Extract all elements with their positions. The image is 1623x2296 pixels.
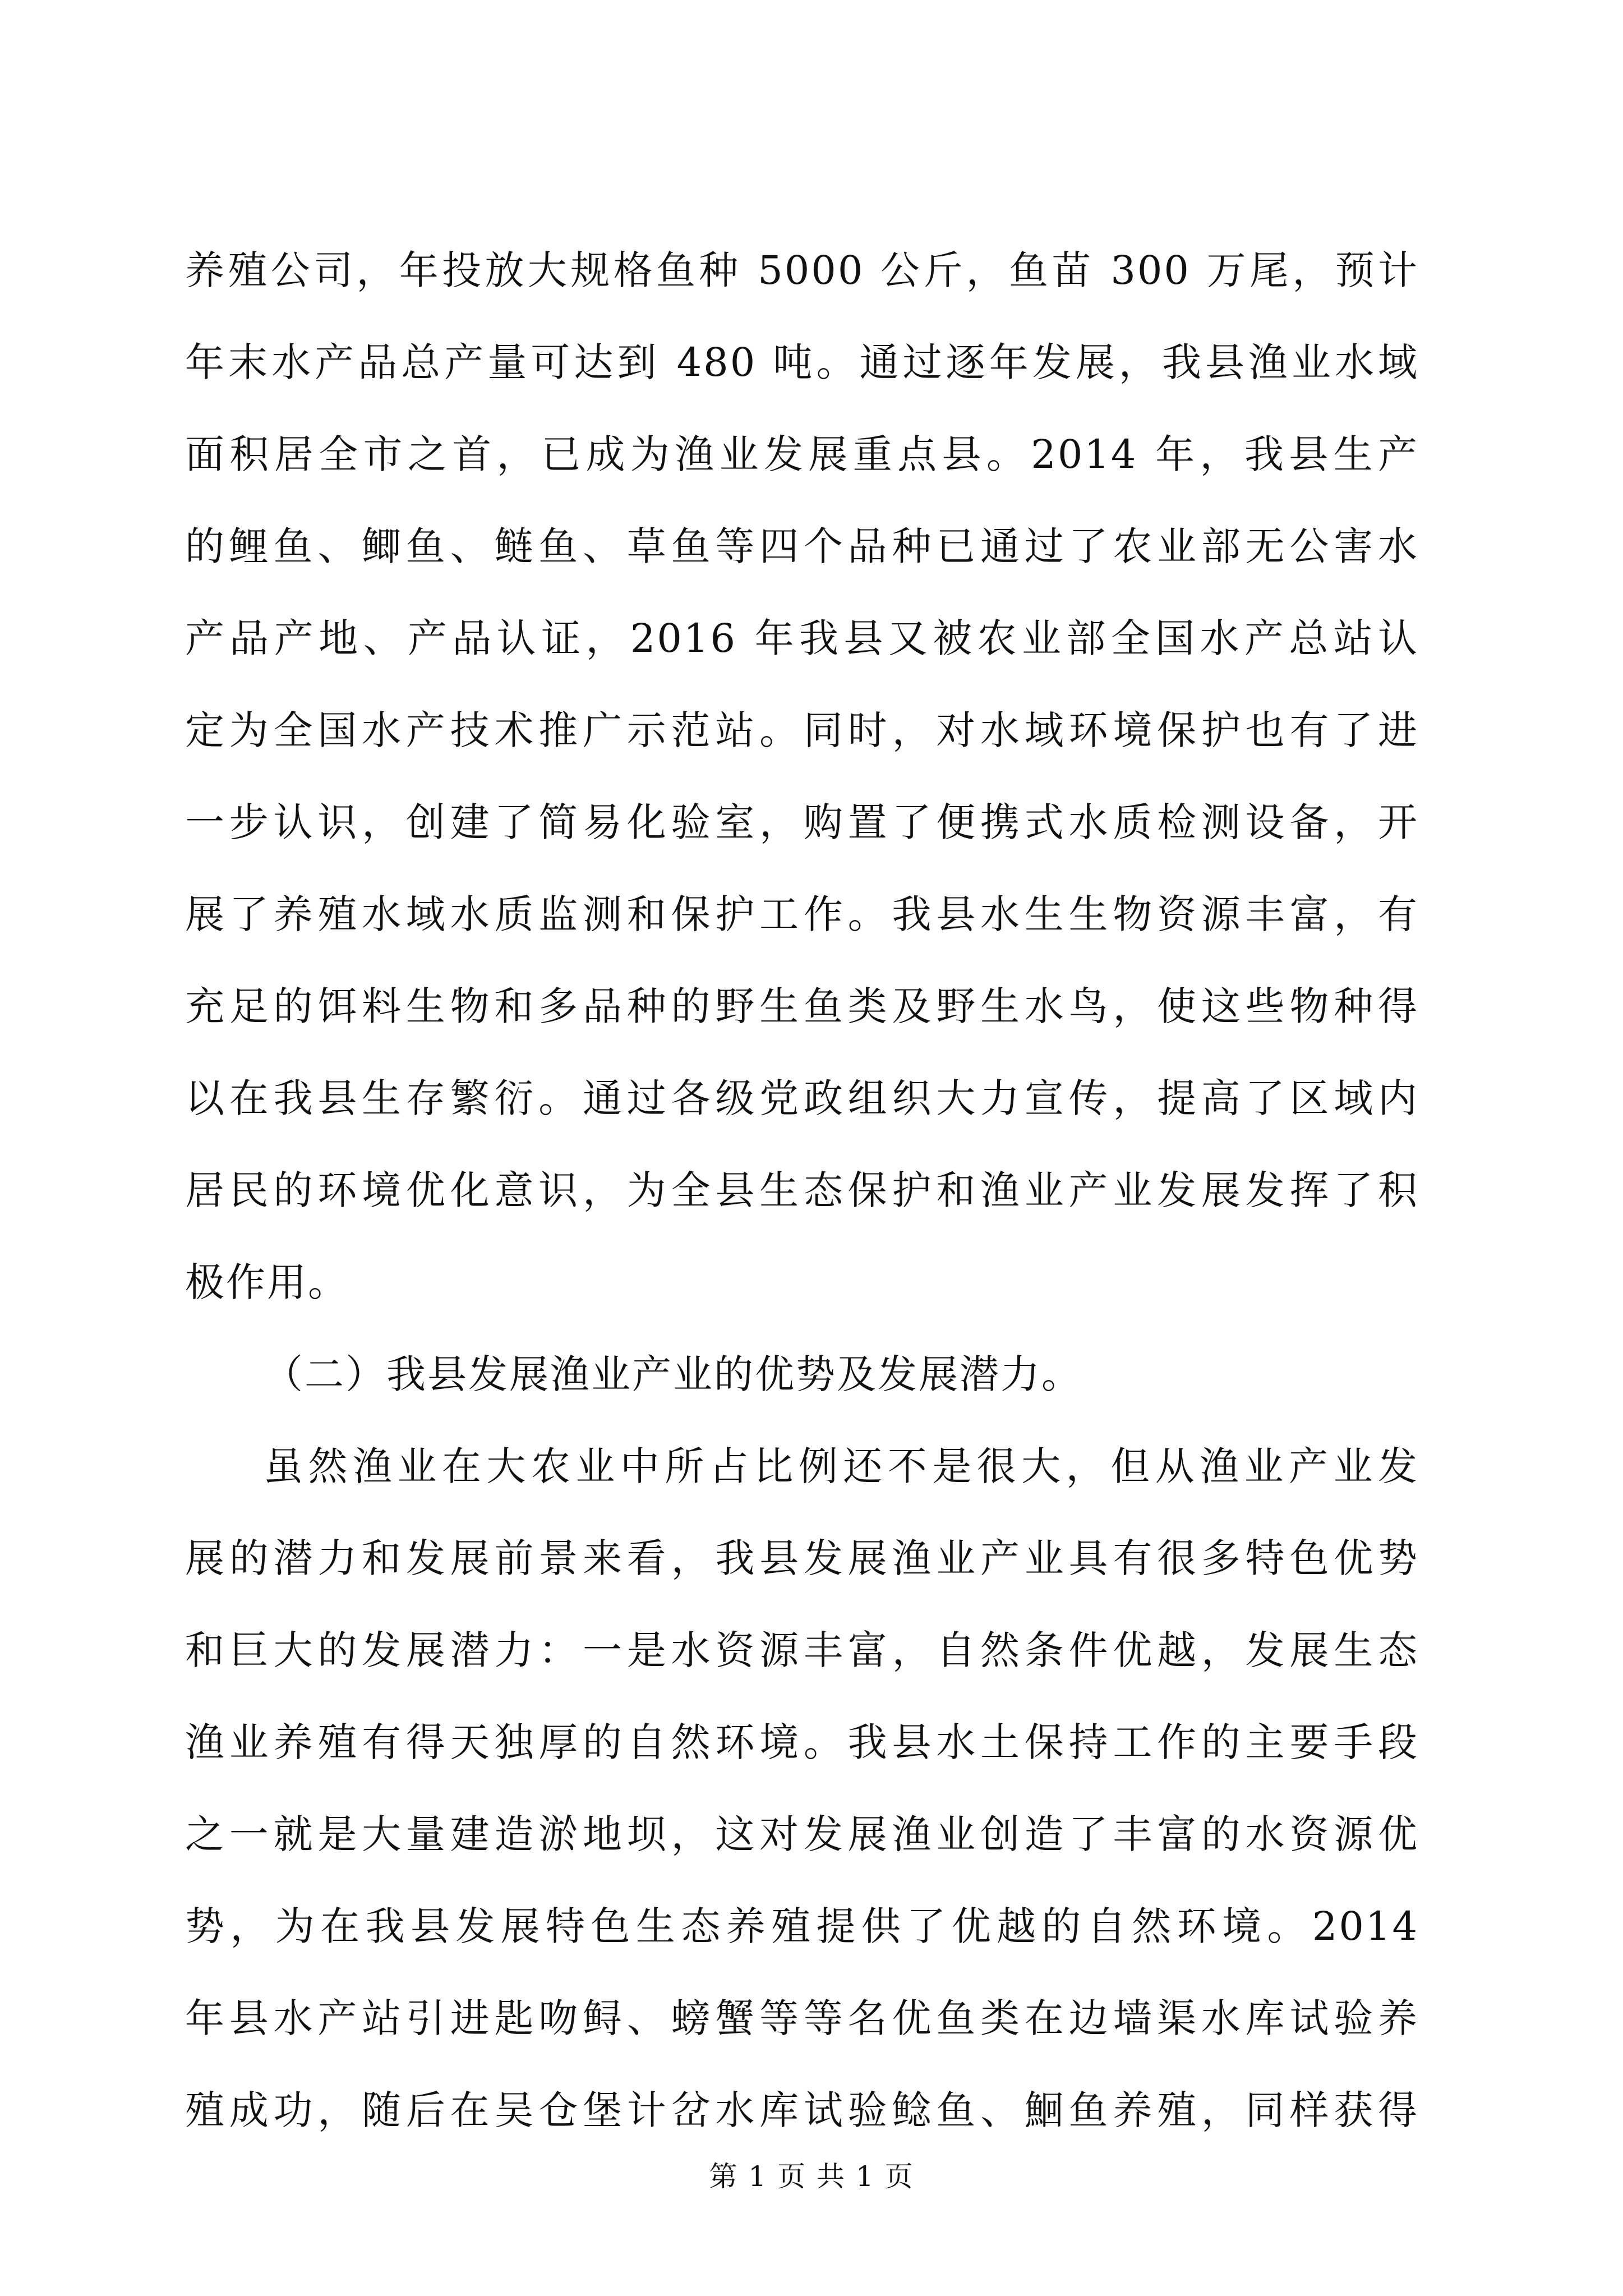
- text-line: 以在我县生存繁衍。通过各级党政组织大力宣传，提高了区域内: [185, 1075, 1419, 1121]
- document-body: [185, 238, 1419, 2170]
- text-line: 的鲤鱼、鲫鱼、鲢鱼、草鱼等四个品种已通过了农业部无公害水: [185, 523, 1419, 569]
- text-line: 居民的环境优化意识，为全县生态保护和渔业产业发展发挥了积: [185, 1167, 1419, 1213]
- text-line: 虽然渔业在大农业中所占比例还不是很大，但从渔业产业发: [264, 1443, 1419, 1489]
- text-line: 充足的饵料生物和多品种的野生鱼类及野生水鸟，使这些物种得: [185, 983, 1419, 1029]
- text-line: 一步认识，创建了简易化验室，购置了便携式水质检测设备，开: [185, 799, 1419, 845]
- text-line: 年末水产品总产量可达到 480 吨。通过逐年发展，我县渔业水域: [185, 339, 1419, 385]
- section-heading: （二）我县发展渔业产业的优势及发展潜力。: [264, 1351, 1082, 1397]
- text-line: 年县水产站引进匙吻鲟、螃蟹等等名优鱼类在边墙渠水库试验养: [185, 1995, 1419, 2041]
- text-line: 渔业养殖有得天独厚的自然环境。我县水土保持工作的主要手段: [185, 1719, 1419, 1765]
- text-line: 养殖公司，年投放大规格鱼种 5000 公斤，鱼苗 300 万尾，预计: [185, 247, 1419, 293]
- text-line: 之一就是大量建造淤地坝，这对发展渔业创造了丰富的水资源优: [185, 1811, 1419, 1857]
- text-line: 展的潜力和发展前景来看，我县发展渔业产业具有很多特色优势: [185, 1535, 1419, 1581]
- page-number-label: 第 1 页 共 1 页: [709, 2160, 914, 2193]
- text-line: 定为全国水产技术推广示范站。同时，对水域环境保护也有了进: [185, 707, 1419, 753]
- text-line: 殖成功，随后在吴仓堡计岔水库试验鲶鱼、鮰鱼养殖，同样获得: [185, 2087, 1419, 2133]
- text-line: 和巨大的发展潜力：一是水资源丰富，自然条件优越，发展生态: [185, 1627, 1419, 1673]
- text-line: 极作用。: [185, 1259, 349, 1305]
- text-line: 展了养殖水域水质监测和保护工作。我县水生生物资源丰富，有: [185, 891, 1419, 937]
- text-line: 面积居全市之首，已成为渔业发展重点县。2014 年，我县生产: [185, 431, 1419, 477]
- text-line: 产品产地、产品认证，2016 年我县又被农业部全国水产总站认: [185, 615, 1419, 661]
- text-line: 势，为在我县发展特色生态养殖提供了优越的自然环境。2014: [185, 1903, 1419, 1949]
- page-footer: [0, 2154, 1623, 2194]
